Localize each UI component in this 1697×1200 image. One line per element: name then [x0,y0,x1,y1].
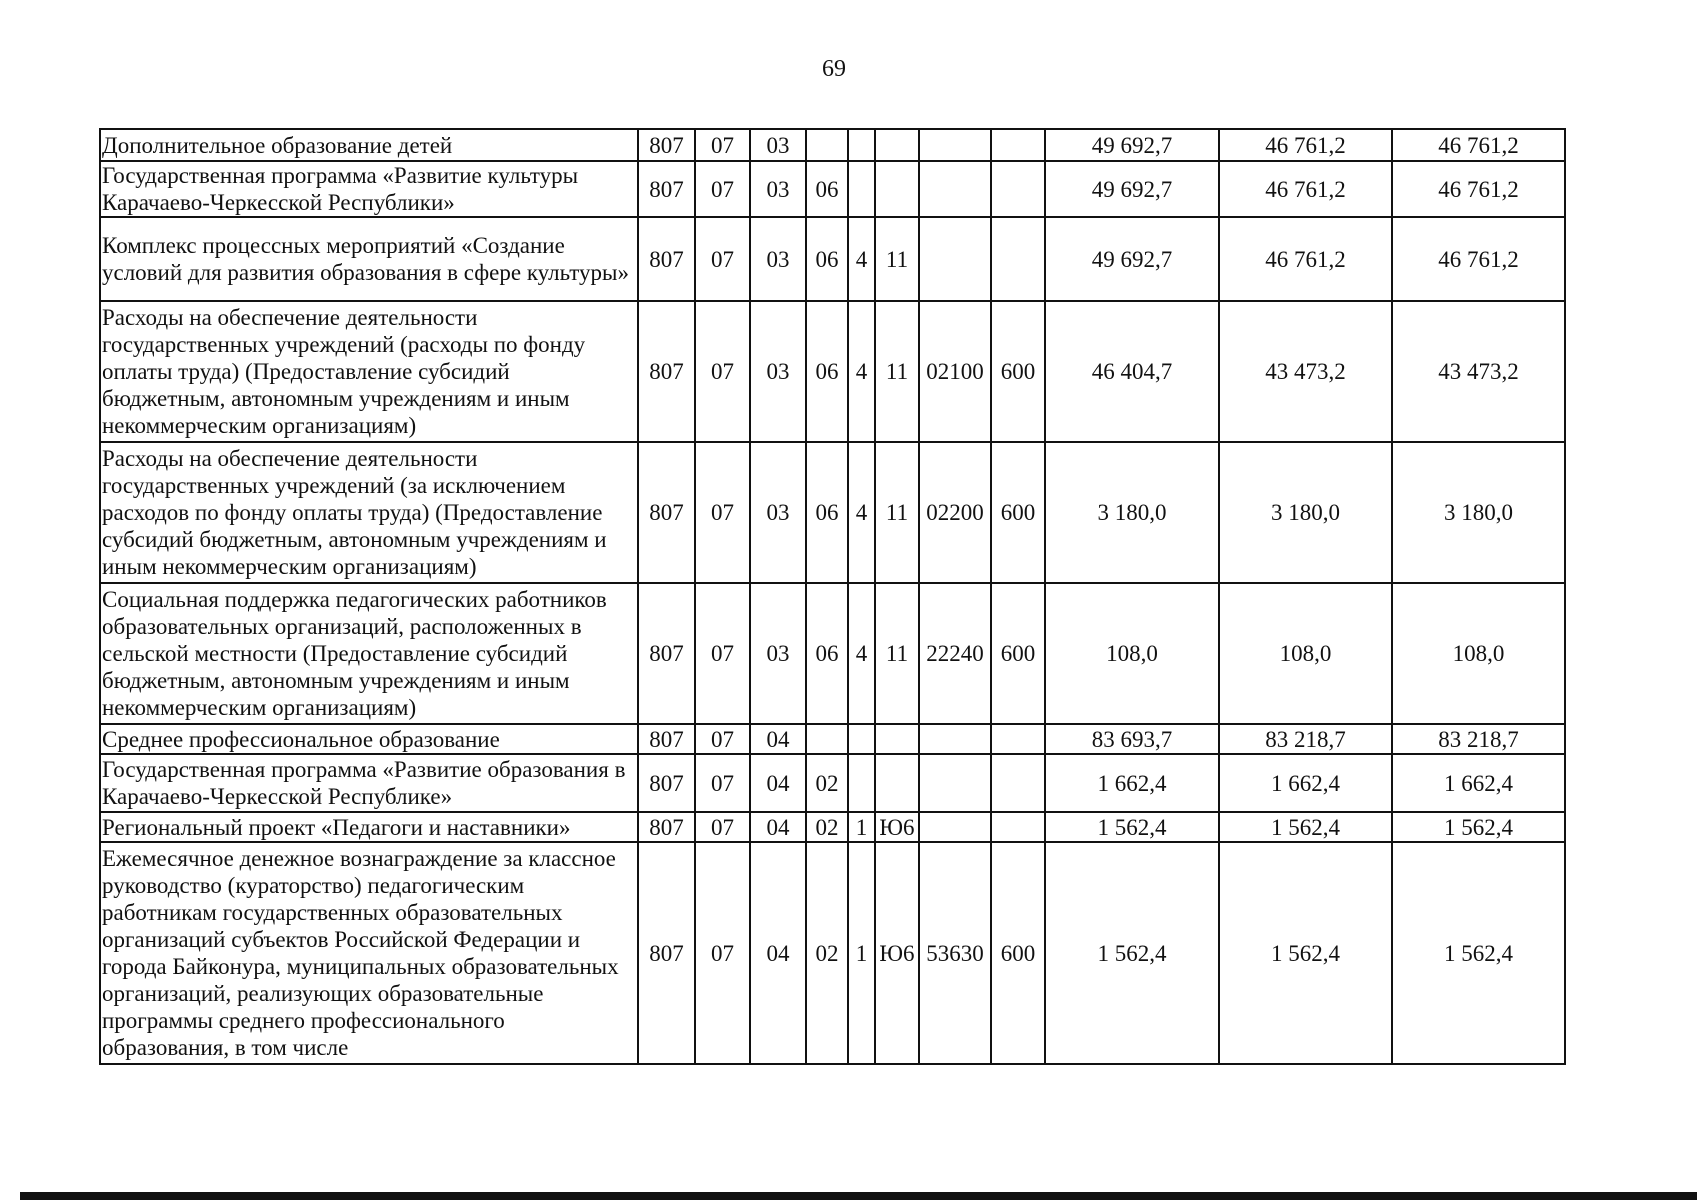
program-type-code [848,724,875,754]
structural-element-code: 11 [875,442,919,583]
program-code: 06 [806,161,848,217]
row-name: Государственная программа «Развитие культуры Карачаево-Черкесской Республики» [100,161,638,217]
subsection-code: 03 [750,161,806,217]
direction-code: 22240 [919,583,991,724]
ministry-code: 807 [638,301,695,442]
amount-year-3: 46 761,2 [1392,217,1565,301]
row-name: Региональный проект «Педагоги и наставники» [100,812,638,842]
direction-code [919,217,991,301]
table-row [100,812,1565,842]
program-code: 06 [806,301,848,442]
structural-element-code [875,161,919,217]
section-code: 07 [695,842,750,1064]
expense-type-code: 600 [991,583,1045,724]
scan-edge-bar [20,1192,1697,1200]
expense-type-code [991,724,1045,754]
program-type-code: 1 [848,842,875,1064]
ministry-code: 807 [638,812,695,842]
direction-code [919,161,991,217]
program-type-code: 4 [848,301,875,442]
expense-type-code [991,754,1045,812]
subsection-code: 04 [750,754,806,812]
amount-year-3: 43 473,2 [1392,301,1565,442]
amount-year-3: 1 562,4 [1392,812,1565,842]
amount-year-1: 1 562,4 [1045,812,1219,842]
table-body [100,129,1565,1064]
row-name: Дополнительное образование детей [100,129,638,161]
page-number: 69 [822,56,846,82]
amount-year-1: 108,0 [1045,583,1219,724]
row-name: Расходы на обеспечение деятельности государственных учреждений (расходы по фонду оплаты труда) (Предоставление субсидий бюджетным, автономным учреждениям и иным некоммерческим организациям) [100,301,638,442]
section-code: 07 [695,301,750,442]
ministry-code: 807 [638,442,695,583]
ministry-code: 807 [638,754,695,812]
table-row [100,842,1565,1064]
row-name: Среднее профессиональное образование [100,724,638,754]
program-code: 02 [806,842,848,1064]
ministry-code: 807 [638,724,695,754]
table-row [100,754,1565,812]
section-code: 07 [695,161,750,217]
amount-year-1: 1 662,4 [1045,754,1219,812]
program-code: 02 [806,812,848,842]
program-type-code: 1 [848,812,875,842]
row-name: Государственная программа «Развитие образования в Карачаево-Черкесской Республике» [100,754,638,812]
amount-year-1: 49 692,7 [1045,129,1219,161]
amount-year-2: 1 662,4 [1219,754,1392,812]
row-name: Социальная поддержка педагогических работников образовательных организаций, расположенных в сельской местности (Предоставление субсидий бюджетным, автономным учреждениям и иным некоммерческим организациям) [100,583,638,724]
expense-type-code [991,129,1045,161]
amount-year-2: 46 761,2 [1219,161,1392,217]
amount-year-2: 1 562,4 [1219,812,1392,842]
section-code: 07 [695,724,750,754]
structural-element-code: 11 [875,217,919,301]
table-row [100,161,1565,217]
program-type-code: 4 [848,583,875,724]
amount-year-1: 3 180,0 [1045,442,1219,583]
expense-type-code [991,217,1045,301]
structural-element-code: Ю6 [875,842,919,1064]
ministry-code: 807 [638,583,695,724]
direction-code: 53630 [919,842,991,1064]
expense-type-code: 600 [991,842,1045,1064]
amount-year-2: 108,0 [1219,583,1392,724]
program-type-code [848,754,875,812]
amount-year-3: 83 218,7 [1392,724,1565,754]
structural-element-code [875,724,919,754]
subsection-code: 03 [750,217,806,301]
subsection-code: 04 [750,842,806,1064]
structural-element-code: Ю6 [875,812,919,842]
structural-element-code: 11 [875,301,919,442]
amount-year-2: 1 562,4 [1219,842,1392,1064]
program-type-code [848,129,875,161]
section-code: 07 [695,812,750,842]
subsection-code: 04 [750,724,806,754]
direction-code [919,724,991,754]
expense-type-code [991,812,1045,842]
budget-table [99,128,1566,1065]
direction-code: 02100 [919,301,991,442]
table-row [100,217,1565,301]
direction-code [919,754,991,812]
amount-year-1: 83 693,7 [1045,724,1219,754]
ministry-code: 807 [638,217,695,301]
amount-year-1: 46 404,7 [1045,301,1219,442]
amount-year-3: 3 180,0 [1392,442,1565,583]
subsection-code: 03 [750,442,806,583]
subsection-code: 03 [750,583,806,724]
amount-year-3: 1 662,4 [1392,754,1565,812]
section-code: 07 [695,583,750,724]
program-code [806,129,848,161]
structural-element-code: 11 [875,583,919,724]
expense-type-code [991,161,1045,217]
table-row [100,442,1565,583]
amount-year-2: 46 761,2 [1219,129,1392,161]
ministry-code: 807 [638,842,695,1064]
row-name: Ежемесячное денежное вознаграждение за классное руководство (кураторство) педагогическим работникам государственных образовательных организаций субъектов Российской Федерации и города Байконура, муниципальных образовательных организаций, реализующих образовательные программы среднего профессионального образования, в том числе [100,842,638,1064]
structural-element-code [875,129,919,161]
amount-year-2: 46 761,2 [1219,217,1392,301]
program-code: 06 [806,217,848,301]
structural-element-code [875,754,919,812]
table-row [100,583,1565,724]
program-code [806,724,848,754]
program-code: 06 [806,442,848,583]
amount-year-3: 108,0 [1392,583,1565,724]
amount-year-2: 43 473,2 [1219,301,1392,442]
program-code: 06 [806,583,848,724]
program-type-code: 4 [848,442,875,583]
direction-code: 02200 [919,442,991,583]
amount-year-3: 46 761,2 [1392,129,1565,161]
direction-code [919,129,991,161]
row-name: Комплекс процессных мероприятий «Создание условий для развития образования в сфере культуры» [100,217,638,301]
section-code: 07 [695,442,750,583]
ministry-code: 807 [638,161,695,217]
program-type-code: 4 [848,217,875,301]
section-code: 07 [695,129,750,161]
amount-year-1: 1 562,4 [1045,842,1219,1064]
subsection-code: 04 [750,812,806,842]
row-name: Расходы на обеспечение деятельности государственных учреждений (за исключением расходов по фонду оплаты труда) (Предоставление субсидий бюджетным, автономным учреждениям и иным некоммерческим организациям) [100,442,638,583]
amount-year-2: 83 218,7 [1219,724,1392,754]
expense-type-code: 600 [991,442,1045,583]
amount-year-1: 49 692,7 [1045,161,1219,217]
table-row [100,724,1565,754]
amount-year-3: 1 562,4 [1392,842,1565,1064]
ministry-code: 807 [638,129,695,161]
program-code: 02 [806,754,848,812]
table-row [100,129,1565,161]
amount-year-1: 49 692,7 [1045,217,1219,301]
subsection-code: 03 [750,129,806,161]
program-type-code [848,161,875,217]
amount-year-3: 46 761,2 [1392,161,1565,217]
subsection-code: 03 [750,301,806,442]
section-code: 07 [695,217,750,301]
direction-code [919,812,991,842]
table-row [100,301,1565,442]
amount-year-2: 3 180,0 [1219,442,1392,583]
expense-type-code: 600 [991,301,1045,442]
section-code: 07 [695,754,750,812]
